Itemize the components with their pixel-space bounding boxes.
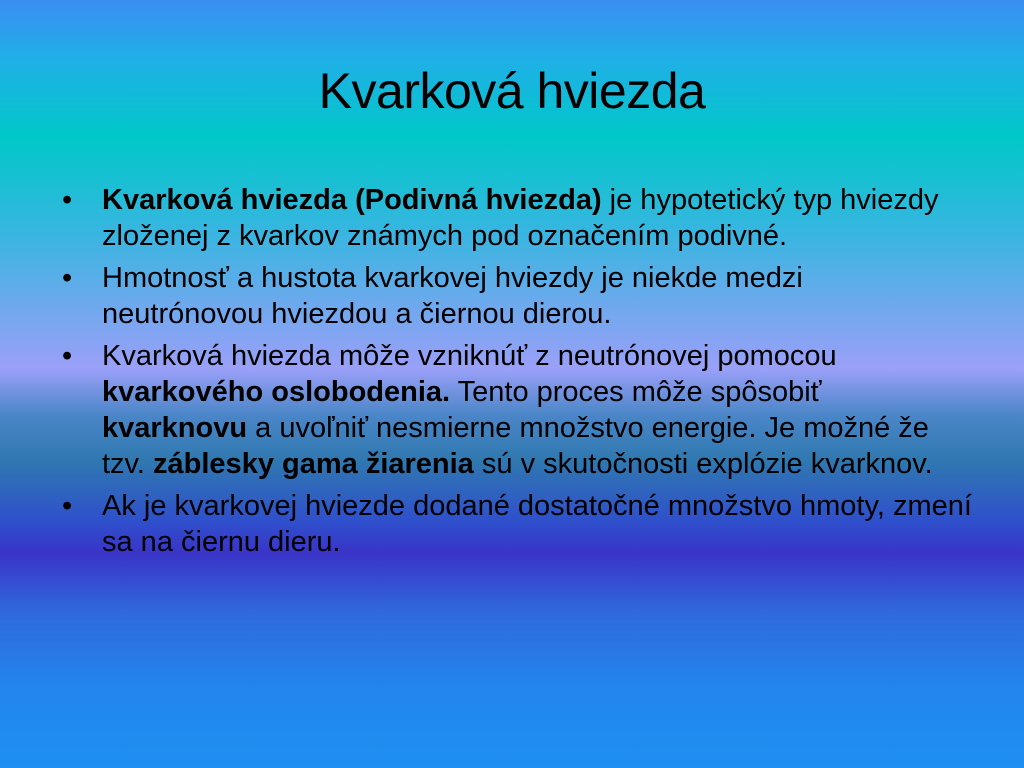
bullet-list [62, 182, 972, 566]
bullet-item-2 [62, 260, 972, 332]
text: Kvarková hviezda môže vzniknúť z neutrónovej pomocou [102, 340, 837, 372]
bullet-icon: • [62, 340, 73, 372]
slide-title: Kvarková hviezda [318, 63, 706, 119]
text: a uvoľniť nesmierne množstvo energie. Je možné že tzv. [102, 412, 929, 480]
text: je hypotetický typ hviezdy zloženej z kvarkov známych pod označením podivné. [102, 184, 939, 252]
bullet-item-3 [62, 338, 972, 482]
bullet-icon: • [62, 184, 73, 216]
bold-text: záblesky gama žiarenia [153, 448, 474, 480]
bullet-icon: • [62, 262, 73, 294]
bold-text: kvarkového oslobodenia. [102, 376, 451, 408]
text: Tento proces môže spôsobiť [450, 376, 822, 408]
bold-text: Kvarková hviezda (Podivná hviezda) [102, 184, 602, 216]
bullet-icon: • [62, 490, 73, 522]
text: Ak je kvarkovej hviezde dodané dostatočné množstvo hmoty, zmení sa na čiernu dieru. [102, 490, 972, 558]
bold-text: kvarknovu [102, 412, 248, 444]
bullet-item-4 [62, 488, 972, 560]
bullet-item-1 [62, 182, 972, 254]
text: sú v skutočnosti explózie kvarknov. [473, 448, 933, 480]
text: Hmotnosť a hustota kvarkovej hviezdy je niekde medzi neutrónovou hviezdou a čiernou dierou. [102, 262, 803, 330]
